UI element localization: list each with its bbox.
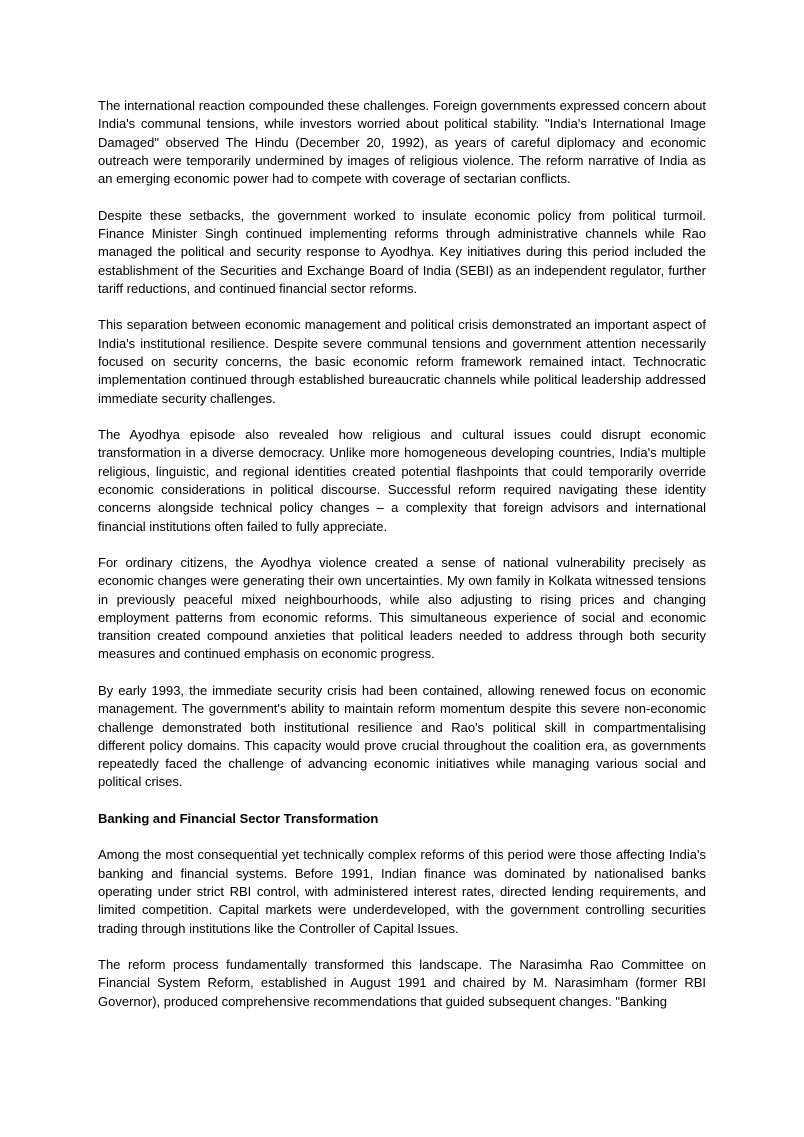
paragraph-ordinary-citizens: For ordinary citizens, the Ayodhya violence created a sense of national vulnerability precisely as economic changes were generating their own uncertainties. My own family in Kolkata witnessed tensions in previously peaceful mixed neighbourhoods, while also adjusting to rising prices and changing employment patterns from economic reforms. This simultaneous experience of social and economic transition created compound anxieties that political leaders needed to address through both security measures and continued emphasis on economic progress. — [98, 554, 706, 662]
paragraph-despite-setbacks: Despite these setbacks, the government worked to insulate economic policy from political turmoil. Finance Minister Singh continued implementing reforms through administrative channels while Rao managed the political and security response to Ayodhya. Key initiatives during this period included the establishment of the Securities and Exchange Board of India (SEBI) as an independent regulator, further tariff reductions, and continued financial sector reforms. — [98, 207, 706, 296]
document-page — [98, 97, 706, 1029]
paragraph-early-1993: By early 1993, the immediate security crisis had been contained, allowing renewed focus on economic management. The government's ability to maintain reform momentum despite this severe non-economic challenge demonstrated both institutional resilience and Rao's political skill in compartmentalising different policy domains. This capacity would prove crucial throughout the coalition era, as governments repeatedly faced the challenge of advancing economic initiatives while managing various social and political crises. — [98, 682, 706, 790]
paragraph-ayodhya-episode: The Ayodhya episode also revealed how religious and cultural issues could disrupt economic transformation in a diverse democracy. Unlike more homogeneous developing countries, India's multiple religious, linguistic, and regional identities created potential flashpoints that could temporarily override economic considerations in political discourse. Successful reform required navigating these identity concerns alongside technical policy changes – a complexity that foreign advisors and international financial institutions often failed to fully appreciate. — [98, 427, 706, 534]
section-heading: Banking and Financial Sector Transformation — [98, 810, 379, 826]
paragraph-banking-systems: Among the most consequential yet technically complex reforms of this period were those affecting India's banking and financial systems. Before 1991, Indian finance was dominated by nationalised banks operating under strict RBI control, with administered interest rates, directed lending requirements, and limited competition. Capital markets were underdeveloped, with the government controlling securities trading through institutions like the Controller of Capital Issues. — [98, 847, 706, 936]
paragraph-separation: This separation between economic management and political crisis demonstrated an important aspect of India's institutional resilience. Despite severe communal tensions and government attention necessarily focused on security concerns, the basic economic reform framework remained intact. Technocratic implementation continued through established bureaucratic channels while political leadership addressed immediate security challenges. — [98, 317, 706, 406]
paragraph-reform-process: The reform process fundamentally transformed this landscape. The Narasimha Rao Committee on Financial System Reform, established in August 1991 and chaired by M. Narasimham (former RBI Governor), produced comprehensive recommendations that guided subsequent changes. "Banking — [98, 957, 706, 1009]
paragraph-international-reaction: The international reaction compounded these challenges. Foreign governments expressed concern about India's communal tensions, while investors worried about political stability. "India's International Image Damaged" observed The Hindu (December 20, 1992), as years of careful diplomacy and economic outreach were temporarily undermined by images of religious violence. The reform narrative of India as an emerging economic power had to compete with coverage of sectarian conflicts. — [98, 98, 706, 187]
